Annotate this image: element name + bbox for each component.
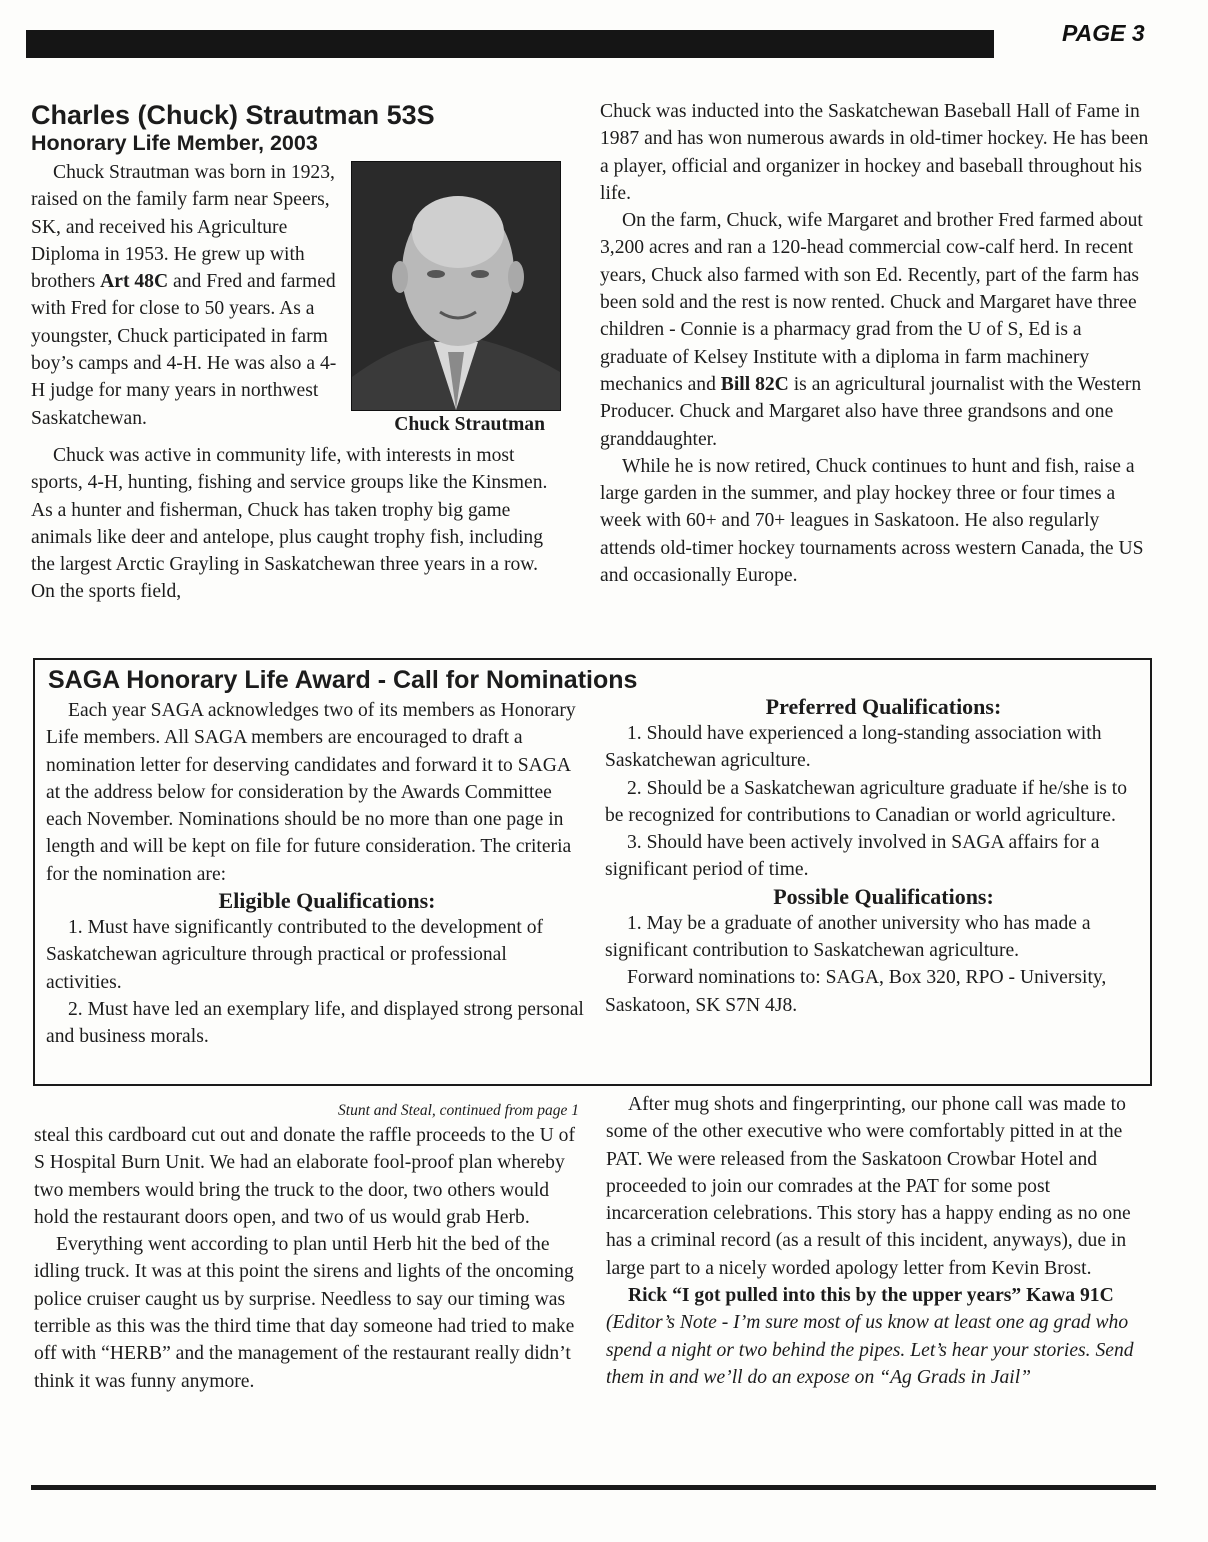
preferred-item-1: 1. Should have experienced a long-standing association with Saskatchewan agriculture. — [605, 723, 1102, 772]
nomination-intro: Each year SAGA acknowledges two of its members as Honorary Life members. All SAGA members are encouraged to draft a nomination letter for deserving candidates and forward it to SAGA at the address below for consideration by the Awards Committee each November. Nominations should be no more than one page in length and will be kept on file for future consideration. The criteria for the nomination are: — [46, 700, 576, 885]
preferred-item-2: 2. Should be a Saskatchewan agriculture graduate if he/she is to be recognized for contributions to Canadian or world agriculture. — [605, 777, 1128, 826]
article2-left-column — [34, 1100, 579, 1395]
page-number: PAGE 3 — [1062, 20, 1145, 46]
article1-paragraph-5: While he is now retired, Chuck continues to hunt and fish, raise a large garden in the summer, and play hockey three or four times a week with 60+ and 70+ leagues in Saskatoon. He also regularly attends old-timer hockey tournaments across western Canada, the US and occasionally Europe. — [600, 455, 1144, 587]
footer-rule — [31, 1485, 1156, 1490]
nomination-box — [33, 658, 1152, 1086]
article1-left-column — [31, 100, 561, 606]
article2-signature: Rick “I got pulled into this by the upper years” Kawa 91C (Editor’s Note - I’m sure most of us know at least one ag grad who spend a night or two behind the pipes. Let’s hear your stories. Send them in and we’ll do an expose on “Ag Grads in Jail” — [606, 1285, 1134, 1388]
nomination-left-column — [46, 697, 586, 1051]
article1-title: Charles (Chuck) Strautman 53S — [31, 100, 435, 130]
eligible-item-2: 2. Must have led an exemplary life, and displayed strong personal and business morals. — [46, 998, 584, 1048]
header-bar — [26, 30, 994, 58]
portrait-figure — [351, 161, 561, 438]
eligible-heading: Eligible Qualifications: — [218, 888, 436, 914]
forward-address: Forward nominations to: SAGA, Box 320, RPO - University, Saskatoon, SK S7N 4J8. — [605, 967, 1107, 1016]
article2-paragraph-2: Everything went according to plan until Herb hit the bed of the idling truck. It was at this point the sirens and lights of the oncoming police cruiser caught us by surprise. Needless to say our timing was terrible as this was the third time that day someone had tried to make off with “HERB” and the management of the restaurant really didn’t think it was funny anymore. — [34, 1234, 575, 1392]
article2-paragraph-1: steal this cardboard cut out and donate the raffle proceeds to the U of S Hospital Burn Unit. We had an elaborate fool-proof plan whereby two members would bring the truck to the door, two others would hold the restaurant doors open, and two of us would grab Herb. — [34, 1125, 575, 1228]
possible-heading: Possible Qualifications: — [773, 883, 994, 909]
portrait-photo — [351, 161, 561, 411]
article1-right-column — [600, 98, 1150, 589]
preferred-heading: Preferred Qualifications: — [765, 694, 1002, 719]
nomination-box-title: SAGA Honorary Life Award - Call for Nominations — [48, 666, 638, 694]
preferred-item-3: 3. Should have been actively involved in SAGA affairs for a significant period of time. — [605, 832, 1100, 881]
photo-caption: Chuck Strautman — [394, 414, 545, 435]
portrait-image — [352, 162, 560, 410]
possible-item-1: 1. May be a graduate of another university who has made a significant contribution to Saskatchewan agriculture. — [605, 912, 1091, 962]
article1-paragraph-3: Chuck was inducted into the Saskatchewan Baseball Hall of Fame in 1987 and has won numerous awards in old-timer hockey. He has been a player, official and organizer in hockey and baseball throughout his life. — [600, 101, 1149, 204]
article1-paragraph-1: Chuck Strautman was born in 1923, raised on the family farm near Speers, SK, and received his Agriculture Diploma in 1953. He grew up with brothers Art 48C and Fred and farmed with Fred for close to 50 years. As a youngster, Chuck participated in farm boy’s camps and 4-H. He was also a 4-H judge for many years in northwest Saskatchewan. — [31, 162, 337, 429]
article2-right-column — [606, 1091, 1154, 1391]
eligible-item-1: 1. Must have significantly contributed to the development of Saskatchewan agriculture through practical or professional activities. — [46, 917, 544, 993]
article1-paragraph-4: On the farm, Chuck, wife Margaret and brother Fred farmed about 3,200 acres and ran a 120-head commercial cow-calf herd. In recent years, Chuck also farmed with son Ed. Recently, part of the farm has been sold and the rest is now rented. Chuck and Margaret have three children - Connie is a pharmacy grad from the U of S, Ed is a graduate of Kelsey Institute with a diploma in farm machinery mechanics and Bill 82C is an agricultural journalist with the Western Producer. Chuck and Margaret also have three grandsons and one granddaughter. — [600, 210, 1143, 450]
article1-subtitle: Honorary Life Member, 2003 — [31, 131, 318, 155]
article1-paragraph-2: Chuck was active in community life, with interests in most sports, 4-H, hunting, fishing and service groups like the Kinsmen. As a hunter and fisherman, Chuck has taken trophy big game animals like deer and antelope, plus caught trophy fish, including the largest Arctic Grayling in Saskatchewan three years in a row. On the sports field, — [31, 445, 548, 603]
article2-paragraph-3: After mug shots and fingerprinting, our phone call was made to some of the other executive who were comfortably pitted in at the PAT. We were released from the Saskatoon Crowbar Hotel and proceeded to join our comrades at the PAT for some post incarceration celebrations. This story has a happy ending as no one has a criminal record (as a result of this incident, anyways), due in large part to a nicely worded apology letter from Kevin Brost. — [606, 1094, 1131, 1279]
continued-note: Stunt and Steal, continued from page 1 — [338, 1102, 579, 1119]
nomination-right-column — [605, 694, 1140, 1019]
